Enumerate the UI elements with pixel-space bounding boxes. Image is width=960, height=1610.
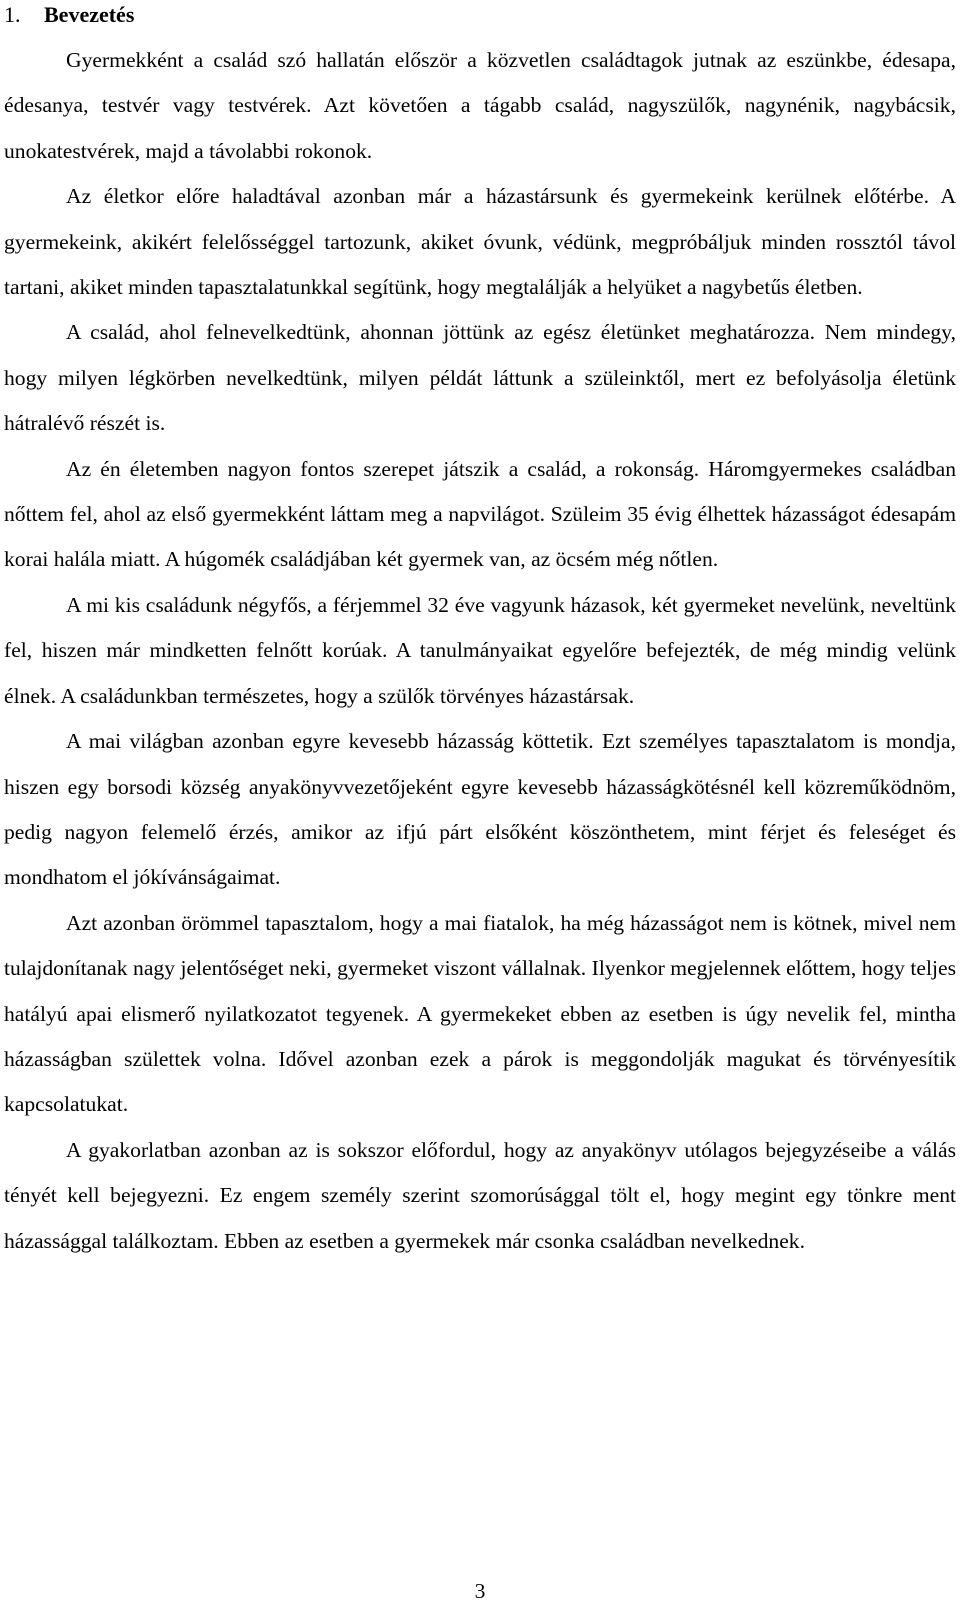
paragraph-3: A család, ahol felnevelkedtünk, ahonnan jöttünk az egész életünket meghatározza. Nem mindegy, hogy milyen légkörben nevelkedtünk, milyen példát láttunk a szüleinktől, mert ez befolyásolja életünk hátralévő részét is. — [4, 320, 956, 436]
paragraph-2: Az életkor előre haladtával azonban már a házastársunk és gyermekeink kerülnek előtérbe. A gyermekeink, akikért felelősséggel tartozunk, akiket óvunk, védünk, megpróbáljuk minden rossztól távol tartani, akiket minden tapasztalatunkkal segítünk, hogy megtalálják a helyüket a nagybetűs életben. — [4, 184, 956, 300]
paragraph-5: A mi kis családunk négyfős, a férjemmel 32 éve vagyunk házasok, két gyermeket nevelünk, neveltünk fel, hiszen már mindketten felnőtt korúak. A tanulmányaikat egyelőre befejezték, de még mindig velünk élnek. A családunkban természetes, hogy a szülők törvényes házastársak. — [4, 592, 956, 708]
page-number: 3 — [474, 1579, 486, 1603]
section-number: 1. — [4, 2, 21, 27]
paragraph-4: Az én életemben nagyon fontos szerepet játszik a család, a rokonság. Háromgyermekes családban nőttem fel, ahol az első gyermekként láttam meg a napvilágot. Szüleim 35 évig élhettek házasságot édesapám korai halála miatt. A húgomék családjában két gyermek van, az öcsém még nőtlen. — [4, 456, 956, 572]
section-heading — [4, 0, 134, 30]
paragraph-1: Gyermekként a család szó hallatán először a közvetlen családtagok jutnak az eszünkbe, édesapa, édesanya, testvér vagy testvérek. Azt követően a tágabb család, nagyszülők, nagynénik, nagybácsik, unokatestvérek, majd a távolabbi rokonok. — [4, 48, 956, 163]
paragraph-8: A gyakorlatban azonban az is sokszor előfordul, hogy az anyakönyv utólagos bejegyzéseibe a válás tényét kell bejegyezni. Ez engem személy szerint szomorúsággal tölt el, hogy megint egy tönkre ment házassággal találkoztam. Ebben az esetben a gyermekek már csonka családban nevelkednek. — [4, 1137, 956, 1253]
paragraph-7: Azt azonban örömmel tapasztalom, hogy a mai fiatalok, ha még házasságot nem is kötnek, mivel nem tulajdonítanak nagy jelentőséget neki, gyermeket viszont vállalnak. Ilyenkor megjelennek előttem, hogy teljes hatályú apai elismerő nyilatkozatot tegyenek. A gyermekeket ebben az esetben is úgy nevelik fel, mintha házasságban születtek volna. Idővel azonban ezek a párok is meggondolják magukat és törvényesítik kapcsolatukat. — [4, 910, 956, 1117]
paragraph-6: A mai világban azonban egyre kevesebb házasság köttetik. Ezt személyes tapasztalatom is mondja, hiszen egy borsodi község anyakönyvvezetőjeként egyre kevesebb házasságkötésnél kell közreműködnöm, pedig nagyon felemelő érzés, amikor az ifjú párt elsőként köszönthetem, mint férjet és feleséget és mondhatom el jókívánságaimat. — [4, 729, 956, 890]
section-title: Bevezetés — [44, 2, 135, 27]
body-text — [4, 38, 956, 1264]
